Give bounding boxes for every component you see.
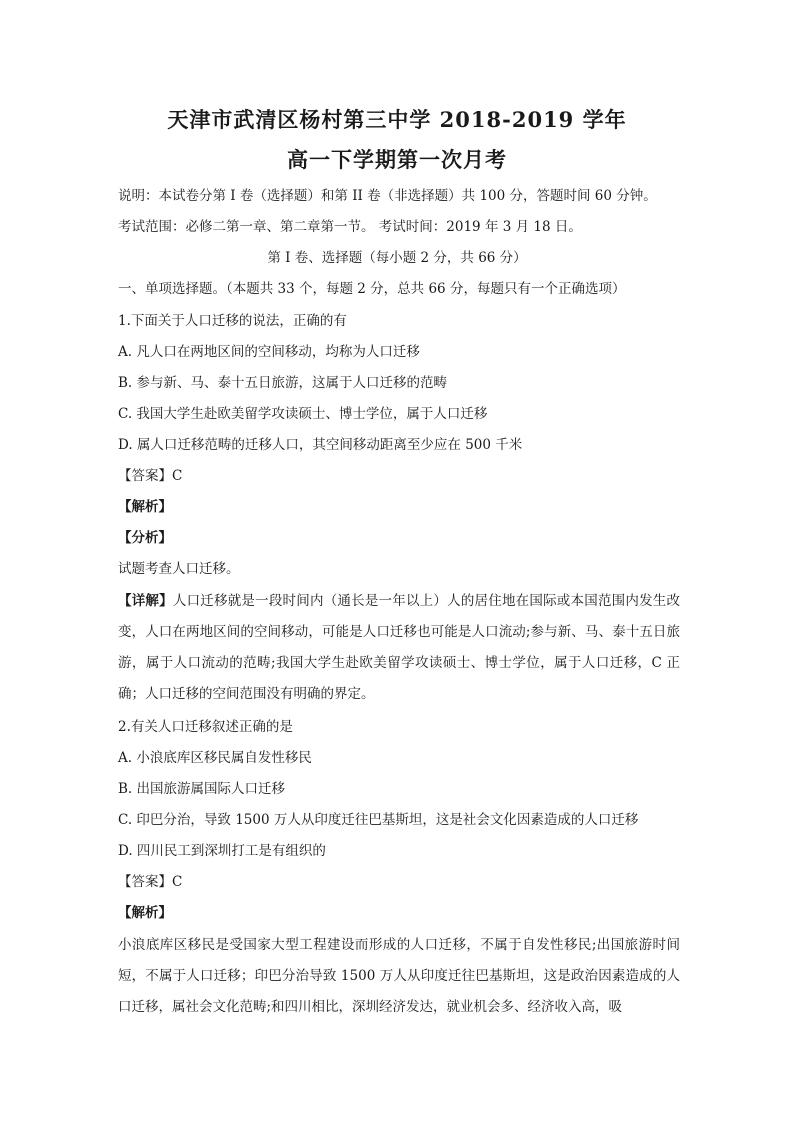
q1-detail-text: 人口迁移就是一段时间内（通长是一年以上）人的居住地在国际或本国范围内发生改变，人口在两地区间的空间移动，可能是人口迁移也可能是人口流动;参与新、马、泰十五日旅游，属于人口流动的范畴;我国大学生赴欧美留学攻读硕士、博士学位，属于人口迁移，C 正确；人口迁移的空间范围没有明确的界定。 xyxy=(118,593,681,702)
q1-option-d: D. 属人口迁移范畴的迁移人口，其空间移动距离至少应在 500 千米 xyxy=(118,437,523,453)
q2-option-a: A. 小浪底库区移民属自发性移民 xyxy=(118,750,312,766)
q2-option-b: B. 出国旅游属国际人口迁移 xyxy=(118,781,286,797)
q1-option-c: C. 我国大学生赴欧美留学攻读硕士、博士学位，属于人口迁移 xyxy=(118,406,488,422)
q1-detail-label: 【详解】 xyxy=(118,593,173,609)
exam-title-line1: 天津市武清区杨村第三中学 2018-2019 学年 xyxy=(167,107,627,132)
section-heading: 第 I 卷、选择题（每小题 2 分，共 66 分） xyxy=(267,250,527,266)
q1-answer: 【答案】C xyxy=(118,468,183,484)
q1-stem: 1.下面关于人口迁移的说法，正确的有 xyxy=(118,313,347,329)
q2-analysis-label: 【解析】 xyxy=(118,905,172,921)
part-heading: 一、单项选择题。（本题共 33 个，每题 2 分，总共 66 分，每题只有一个正确选项） xyxy=(118,281,626,297)
q1-option-b: B. 参与新、马、泰十五日旅游，这属于人口迁移的范畴 xyxy=(118,375,448,391)
q2-option-d: D. 四川民工到深圳打工是有组织的 xyxy=(118,843,326,859)
q1-option-a: A. 凡人口在两地区间的空间移动，均称为人口迁移 xyxy=(118,344,420,360)
q1-fenxi-text: 试题考查人口迁移。 xyxy=(118,561,240,577)
q2-stem: 2.有关人口迁移叙述正确的是 xyxy=(118,719,293,735)
q2-option-c: C. 印巴分治，导致 1500 万人从印度迁往巴基斯坦，这是社会文化因素造成的人口迁移 xyxy=(118,812,639,828)
q1-detail xyxy=(118,586,680,710)
q1-analysis-label: 【解析】 xyxy=(118,499,172,515)
exam-note: 说明：本试卷分第 I 卷（选择题）和第 II 卷（非选择题）共 100 分，答题时间 60 分钟。 xyxy=(118,188,657,204)
exam-title-line2: 高一下学期第一次月考 xyxy=(287,147,507,172)
q2-analysis-text: 小浪底库区移民是受国家大型工程建设而形成的人口迁移，不属于自发性移民;出国旅游时间短，不属于人口迁移；印巴分治导致 1500 万人从印度迁往巴基斯坦，这是政治因素造成的人口迁移，属社会文化范畴;和四川相比，深圳经济发达，就业机会多、经济收入高，吸 xyxy=(118,937,680,1015)
exam-scope: 考试范围：必修二第一章、第二章第一节。 考试时间：2019 年 3 月 18 日。 xyxy=(118,219,582,235)
q1-fenxi-label: 【分析】 xyxy=(118,530,172,546)
q2-answer: 【答案】C xyxy=(118,874,183,890)
